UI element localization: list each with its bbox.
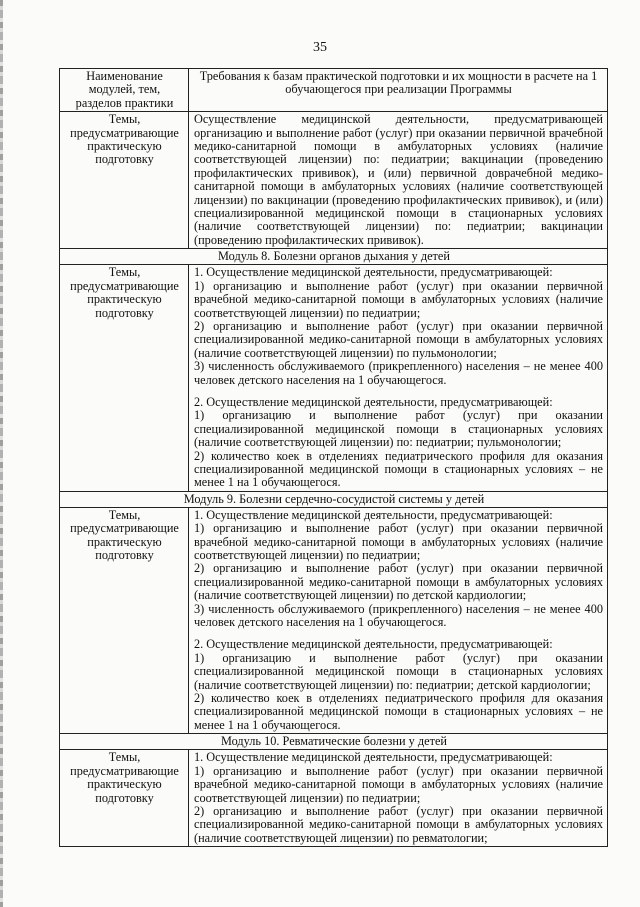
requirement-line: 1. Осуществление медицинской деятельности, предусматривающей: xyxy=(194,507,553,522)
table-row xyxy=(60,112,608,249)
topic-cell: Темы, предусматривающие практическую подготовку xyxy=(60,507,189,734)
requirement-line: 1) организацию и выполнение работ (услуг) при оказании первичной врачебной медико-санитарной помощи в амбулаторных условиях (наличие соответствующей лицензии) по педиатрии; xyxy=(194,763,603,805)
table-row xyxy=(60,507,608,734)
requirement-line: 1) организацию и выполнение работ (услуг) при оказании первичной врачебной медико-санитарной помощи в амбулаторных условиях (наличие соответствующей лицензии) по педиатрии; xyxy=(194,278,603,320)
requirements-cell: Осуществление медицинской деятельности, предусматривающей организацию и выполнение работ (услуг) при оказании первичной врачебной медико-санитарной помощи в амбулаторных условиях (наличие соответствующей лицензии) по: педиатрии; вакцинации (проведению профилактических прививок), и (или) первичной доврачебной медико-санитарной помощи в амбулаторных условиях (наличие соответствующей лицензии) по вакцинации (проведению профилактических прививок), и (или) специализированной медицинской помощи в стационарных условиях (наличие соответствующей лицензии) по: педиатрии; вакцинации (проведению профилактических прививок). xyxy=(189,112,608,249)
scan-edge xyxy=(0,0,3,907)
requirement-line: 2. Осуществление медицинской деятельности, предусматривающей: xyxy=(194,394,553,409)
requirement-line: 1. Осуществление медицинской деятельности, предусматривающей: xyxy=(194,265,553,280)
table-row xyxy=(60,750,608,847)
requirement-line: 1. Осуществление медицинской деятельности, предусматривающей: xyxy=(194,750,553,765)
module-title: Модуль 8. Болезни органов дыхания у детей xyxy=(60,249,608,265)
module-title: Модуль 10. Ревматические болезни у детей xyxy=(60,734,608,750)
requirement-line: 1) организацию и выполнение работ (услуг) при оказании специализированной медицинской помощи в стационарных условиях (наличие соответствующей лицензии) по: педиатрии; детской кардиологии; xyxy=(194,650,603,692)
requirement-line: 2) организацию и выполнение работ (услуг) при оказании первичной специализированной медико-санитарной помощи в амбулаторных условиях (наличие соответствующей лицензии) по пульмонологии; xyxy=(194,318,603,360)
table-header-row xyxy=(60,69,608,112)
page-number: 35 xyxy=(313,40,327,55)
header-col-requirements: Требования к базам практической подготовки и их мощности в расчете на 1 обучающегося при реализации Программы xyxy=(189,69,608,112)
requirements-cell xyxy=(189,507,608,734)
topic-cell: Темы, предусматривающие практическую подготовку xyxy=(60,112,189,249)
requirements-table xyxy=(59,68,608,847)
requirement-line: 1) организацию и выполнение работ (услуг) при оказании первичной врачебной медико-санитарной помощи в амбулаторных условиях (наличие соответствующей лицензии) по педиатрии; xyxy=(194,521,603,562)
requirement-line: 3) численность обслуживаемого (прикрепленного) населения – не менее 400 человек детского населения на 1 обучающегося. xyxy=(194,359,603,387)
requirement-line: 1) организацию и выполнение работ (услуг) при оказании специализированной медицинской помощи в стационарных условиях (наличие соответствующей лицензии) по: педиатрии; пульмонологии; xyxy=(194,408,603,450)
module-row xyxy=(60,491,608,507)
topic-cell: Темы, предусматривающие практическую подготовку xyxy=(60,750,189,847)
requirement-line: 2. Осуществление медицинской деятельности, предусматривающей: xyxy=(194,637,553,652)
header-col-modules: Наименование модулей, тем, разделов практики xyxy=(60,69,189,112)
requirements-cell xyxy=(189,265,608,492)
requirement-line: 2) количество коек в отделениях педиатрического профиля для оказания специализированной медицинской помощи в стационарных условиях – не менее 1 на 1 обучающегося. xyxy=(194,448,603,490)
module-row xyxy=(60,734,608,750)
module-title: Модуль 9. Болезни сердечно-сосудистой системы у детей xyxy=(60,491,608,507)
requirement-line: 2) количество коек в отделениях педиатрического профиля для оказания специализированной медицинской помощи в стационарных условиях – не менее 1 на 1 обучающегося. xyxy=(194,691,603,732)
module-row xyxy=(60,249,608,265)
requirement-line: 3) численность обслуживаемого (прикрепленного) населения – не менее 400 человек детского населения на 1 обучающегося. xyxy=(194,601,603,630)
requirements-cell xyxy=(189,750,608,847)
topic-cell: Темы, предусматривающие практическую подготовку xyxy=(60,265,189,492)
table-row xyxy=(60,265,608,492)
requirement-line: 2) организацию и выполнение работ (услуг) при оказании первичной специализированной медико-санитарной помощи в амбулаторных условиях (наличие соответствующей лицензии) по детской кардиологии; xyxy=(194,561,603,603)
requirement-line: 2) организацию и выполнение работ (услуг) при оказании первичной специализированной медико-санитарной помощи в амбулаторных условиях (наличие соответствующей лицензии) по ревматологии; xyxy=(194,803,603,845)
